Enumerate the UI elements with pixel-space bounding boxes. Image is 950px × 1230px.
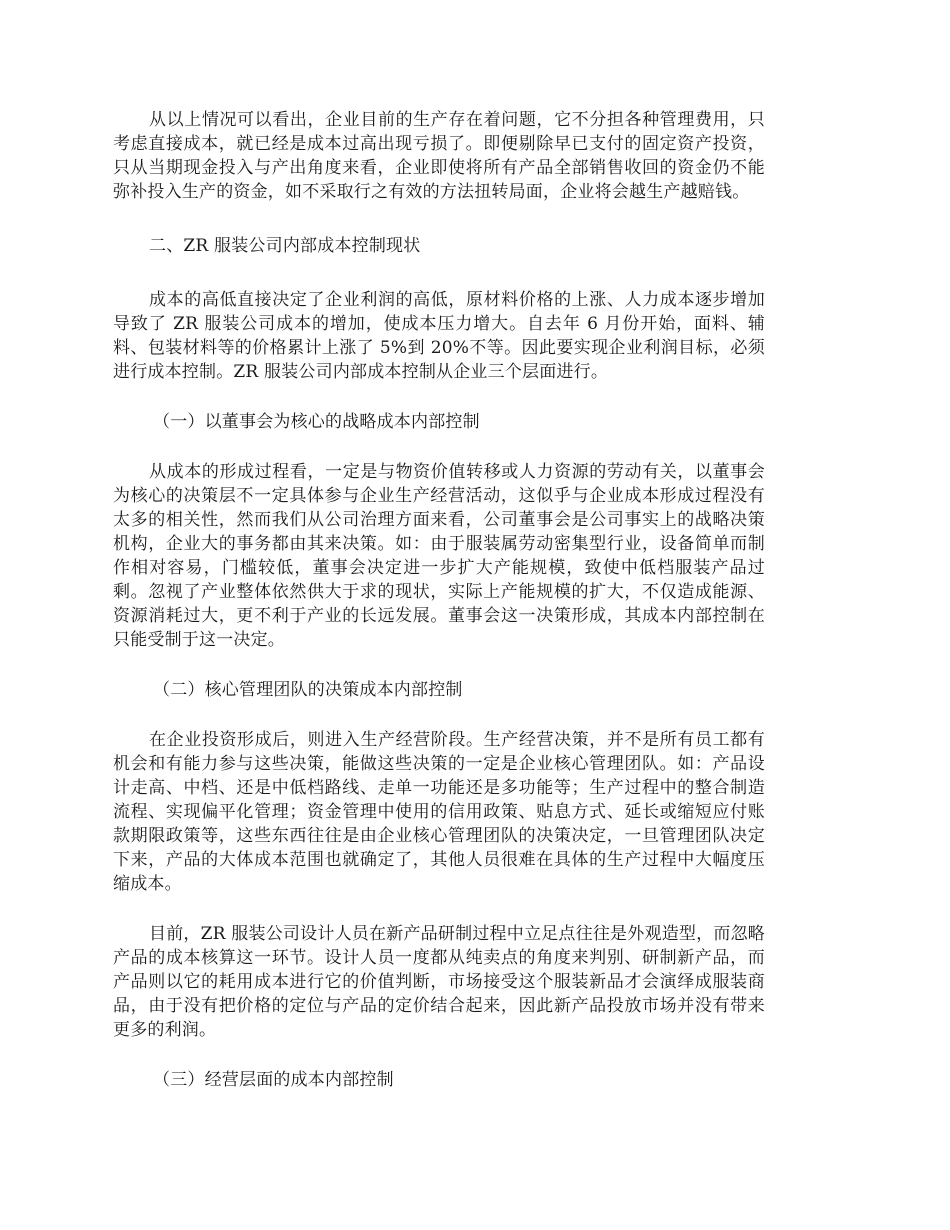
spacer — [113, 434, 765, 460]
paragraph-board-strategy: 从成本的形成过程看，一定是与物资价值转移或人力资源的劳动有关，以董事会为核心的决策层不一定具体参与企业生产经营活动，这似乎与企业成本形成过程没有太多的相关性，然而我们从公司治理方面来看，公司董事会是公司事实上的战略决策机构，企业大的事务都由其来决策。如：由于服装属劳动密集型行业，设备简单而制作相对容易，门槛较低，董事会决定进一步扩大产能规模，致使中低档服装产品过剩。忽视了产业整体依然供大于求的现状，实际上产能规模的扩大，不仅造成能源、资源消耗过大，更不利于产业的长远发展。董事会这一决策形成，其成本内部控制在只能受制于这一决定。 — [113, 462, 765, 650]
spacer — [113, 1042, 765, 1068]
section-heading-status: 二、ZR 服装公司内部成本控制现状 — [149, 236, 421, 256]
paragraph-cost-pressure: 成本的高低直接决定了企业利润的高低，原材料价格的上涨、人力成本逐步增加导致了 ZR 服装公司成本的增加，使成本压力增大。自去年 6 月份开始，面料、辅料、包装材料等的价格累计上涨了 5%到 20%不等。因此要实现企业利润目标，必须进行成本控制。ZR 服装公司内部成本控制从企业三个层面进行。 — [113, 290, 765, 382]
spacer — [113, 652, 765, 678]
spacer — [113, 384, 765, 410]
spacer — [113, 258, 765, 288]
paragraph-loss-analysis: 从以上情况可以看出，企业目前的生产存在着问题，它不分担各种管理费用，只考虑直接成本，就已经是成本过高出现亏损了。即便剔除早已支付的固定资产投资，只从当期现金投入与产出角度来看，企业即使将所有产品全部销售收回的资金仍不能弥补投入生产的资金，如不采取行之有效的方法扭转局面，企业将会越生产越赔钱。 — [113, 110, 765, 202]
paragraph-management-decisions: 在企业投资形成后，则进入生产经营阶段。生产经营决策，并不是所有员工都有机会和有能力参与这些决策，能做这些决策的一定是企业核心管理团队。如：产品设计走高、中档、还是中低档路线、走单一功能还是多功能等；生产过程中的整合制造流程、实现偏平化管理；资金管理中使用的信用政策、贴息方式、延长或缩短应付账款期限政策等，这些东西往往是由企业核心管理团队的决策决定，一旦管理团队决定下来，产品的大体成本范围也就确定了，其他人员很难在具体的生产过程中大幅度压缩成本。 — [113, 730, 765, 894]
subsection-heading-board: （一）以董事会为核心的战略成本内部控制 — [153, 412, 480, 432]
spacer — [113, 896, 765, 922]
paragraph-design-issues: 目前，ZR 服装公司设计人员在新产品研制过程中立足点往往是外观造型，而忽略产品的成本核算这一环节。设计人员一度都从纯卖点的角度来判别、研制新产品，而产品则以它的耗用成本进行它的价值判断，市场接受这个服装新品才会演绎成服装商品，由于没有把价格的定位与产品的定价结合起来，因此新产品投放市场并没有带来更多的利润。 — [113, 924, 765, 1040]
spacer — [113, 702, 765, 728]
subsection-heading-operations: （三）经营层面的成本内部控制 — [153, 1070, 394, 1090]
document-page — [113, 108, 765, 1092]
subsection-heading-management: （二）核心管理团队的决策成本内部控制 — [153, 680, 463, 700]
spacer — [113, 204, 765, 234]
